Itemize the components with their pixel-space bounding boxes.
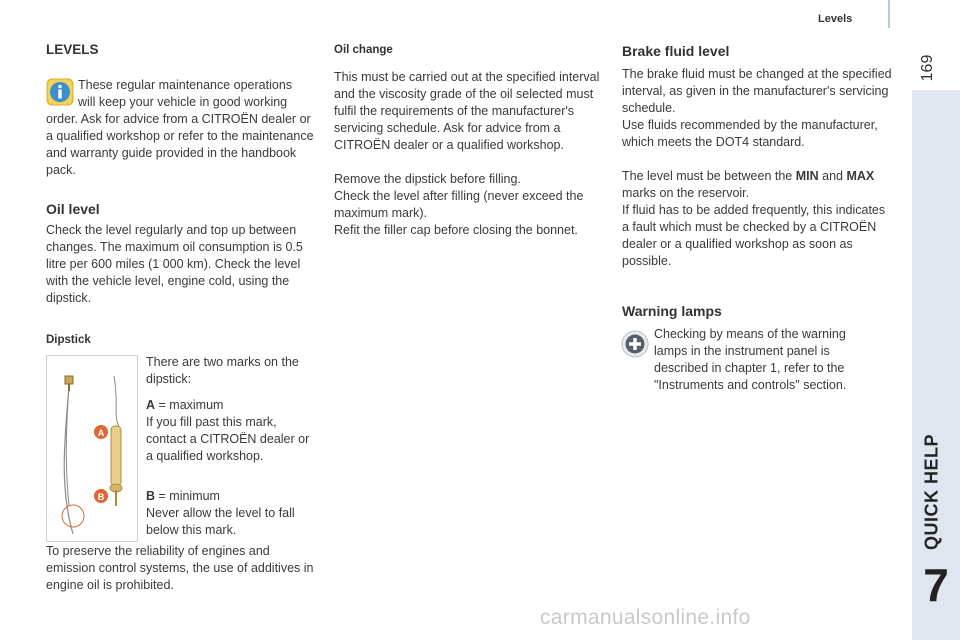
dipstick-title: Dipstick <box>46 334 91 346</box>
section-label-text: QUICK HELP <box>921 433 942 551</box>
intro-line-2: will keep your vehicle in good working <box>78 95 288 109</box>
warning-lamps-paragraph: Checking by means of the warning lamps in the instrument panel is described in chapter 1, refer to the "Instruments and controls" section. <box>654 327 847 392</box>
section-label <box>908 432 956 552</box>
brake-max-mark: MAX <box>846 169 875 183</box>
brake-p3-text-c: marks on the reservoir. <box>622 186 750 200</box>
mark-b-letter: B <box>146 489 156 503</box>
oil-change-paragraph-1: This must be carried out at the specified interval and the viscosity grade of the oil selected must fulfil the requirements of the manufacturer's servicing schedule. Ask for advice from a CITROËN dealer or a qualified workshop. <box>334 70 600 152</box>
oil-change-title: Oil change <box>334 44 393 56</box>
mark-a-paragraph: If you fill past this mark, contact a CITROËN dealer or a qualified workshop. <box>146 415 310 463</box>
brake-paragraph-2: Use fluids recommended by the manufacturer, which meets the DOT4 standard. <box>622 118 878 149</box>
mark-a-badge-label: A <box>97 428 105 438</box>
mark-a-label: = maximum <box>155 398 224 412</box>
brake-paragraph-4: If fluid has to be added frequently, this indicates a fault which must be checked by a CITROËN dealer or a qualified workshop as soon as possible. <box>622 203 886 268</box>
oil-change-paragraph-2: Remove the dipstick before filling. <box>334 172 521 186</box>
brake-min-mark: MIN <box>795 169 819 183</box>
oil-change-paragraph-4: Refit the filler cap before closing the bonnet. <box>334 223 578 237</box>
preserve-paragraph: To preserve the reliability of engines and emission control systems, the use of additives in engine oil is prohibited. <box>46 544 314 592</box>
info-icon <box>46 78 74 106</box>
mark-b-heading <box>146 488 318 505</box>
brake-p3-text-a: The level must be between the <box>622 169 796 183</box>
header-divider <box>888 0 890 28</box>
brake-paragraph-1: The brake fluid must be changed at the specified interval, as given in the manufacturer's servicing schedule. <box>622 67 892 115</box>
mark-a-letter: A <box>146 398 156 412</box>
mark-b-paragraph: Never allow the level to fall below this mark. <box>146 506 295 537</box>
page-number <box>904 48 952 88</box>
levels-title: LEVELS <box>46 42 99 57</box>
oil-level-paragraph: Check the level regularly and top up between changes. The maximum oil consumption is 0.5 litre per 600 miles (1 000 km). Check the level with the vehicle level, engine cold, using the dipstick. <box>46 223 303 305</box>
marks-intro: There are two marks on the dipstick: <box>146 355 299 386</box>
brake-p3-text-b: and <box>818 169 847 183</box>
intro-paragraph: order. Ask for advice from a CITROËN dealer or a qualified workshop or refer to the maintenance and warranty guide provided in the handbook pack. <box>46 112 314 177</box>
warning-lamps-title: Warning lamps <box>622 303 722 319</box>
intro-line-1: These regular maintenance operations <box>78 78 293 92</box>
mark-b-badge-label: B <box>97 492 105 502</box>
mark-a-heading <box>146 397 318 414</box>
page-header-title: Levels <box>818 13 853 25</box>
mark-a-badge <box>94 425 108 439</box>
oil-level-title: Oil level <box>46 201 100 217</box>
brake-fluid-title: Brake fluid level <box>622 43 730 59</box>
page-number-text: 169 <box>919 54 936 82</box>
brake-paragraph-3 <box>622 168 892 202</box>
mark-b-label: = minimum <box>155 489 220 503</box>
dipstick-illustration <box>46 355 138 542</box>
mark-b-badge <box>94 489 108 503</box>
plus-icon <box>621 330 649 358</box>
oil-change-paragraph-3: Check the level after filling (never exceed the maximum mark). <box>334 189 584 220</box>
watermark: carmanualsonline.info <box>540 606 751 629</box>
chapter-number: 7 <box>923 559 949 611</box>
